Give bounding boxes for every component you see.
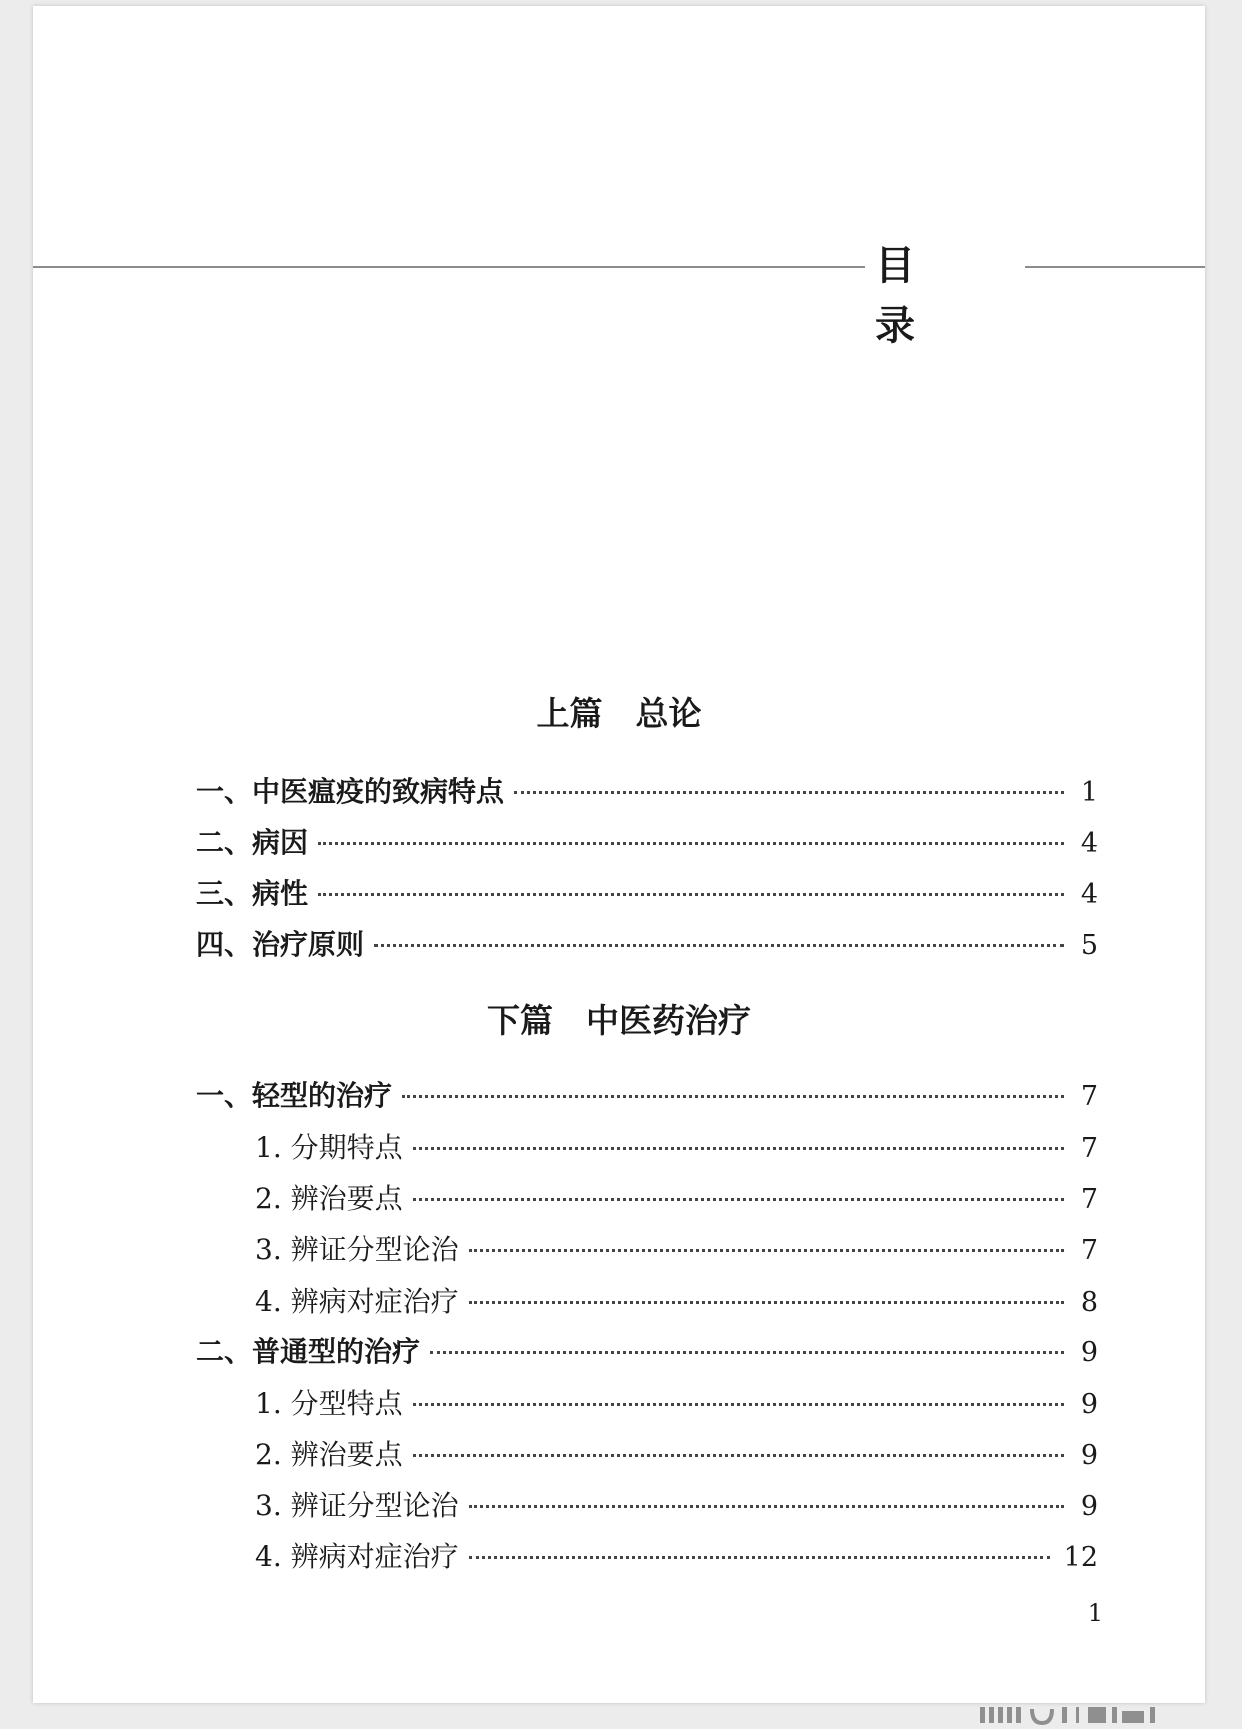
dot-leader <box>318 893 1064 896</box>
toc-subentry-label: 3. 辨证分型论治 <box>255 1489 459 1522</box>
toc-entry-page: 7 <box>1080 1235 1098 1266</box>
dot-leader <box>469 1556 1050 1559</box>
toc-entry[interactable] <box>196 1332 1098 1372</box>
toc-subentry[interactable] <box>255 1282 1098 1322</box>
toc-subentry-label: 1. 分期特点 <box>255 1131 403 1164</box>
dot-leader <box>514 791 1064 794</box>
toc-subentry[interactable] <box>255 1537 1098 1577</box>
header-rule-right <box>1025 266 1205 268</box>
toc-entry-page: 1 <box>1080 777 1098 808</box>
part1-title: 上篇 总论 <box>536 694 702 733</box>
toc-title: 目 录 <box>875 243 945 349</box>
part2-title: 下篇 中医药治疗 <box>487 1001 751 1040</box>
toc-entry-label: 一、轻型的治疗 <box>196 1079 393 1112</box>
dot-leader <box>469 1505 1064 1508</box>
toc-subentry[interactable] <box>255 1179 1098 1219</box>
watermark-logo-icon <box>980 1703 1220 1727</box>
toc-entry[interactable] <box>196 1076 1098 1116</box>
toc-entry-page: 9 <box>1080 1440 1098 1471</box>
document-page <box>33 6 1205 1703</box>
toc-subentry-label: 4. 辨病对症治疗 <box>255 1540 459 1573</box>
dot-leader <box>469 1249 1064 1252</box>
toc-subentry[interactable] <box>255 1486 1098 1526</box>
dot-leader <box>374 944 1064 947</box>
dot-leader <box>469 1301 1064 1304</box>
toc-entry-page: 9 <box>1080 1389 1098 1420</box>
dot-leader <box>413 1198 1064 1201</box>
header-rule-left <box>33 266 865 268</box>
toc-entry-label: 二、病因 <box>196 826 309 859</box>
toc-entry[interactable] <box>196 925 1098 965</box>
dot-leader <box>413 1403 1064 1406</box>
toc-entry-page: 4 <box>1080 828 1098 859</box>
toc-header <box>33 236 1205 349</box>
toc-subentry-label: 2. 辨治要点 <box>255 1438 403 1471</box>
toc-entry-page: 4 <box>1080 879 1098 910</box>
toc-entry-label: 二、普通型的治疗 <box>196 1335 421 1368</box>
toc-entry[interactable] <box>196 772 1098 812</box>
toc-subentry-label: 4. 辨病对症治疗 <box>255 1285 459 1318</box>
toc-entry-label: 三、病性 <box>196 877 309 910</box>
toc-subentry-label: 1. 分型特点 <box>255 1387 403 1420</box>
toc-entry-page: 8 <box>1080 1287 1098 1318</box>
page-number: 1 <box>1087 1599 1103 1627</box>
toc-subentry-label: 2. 辨治要点 <box>255 1182 403 1215</box>
toc-entry-page: 9 <box>1080 1491 1098 1522</box>
toc-subentry[interactable] <box>255 1230 1098 1270</box>
toc-entry-page: 5 <box>1080 930 1098 961</box>
dot-leader <box>413 1147 1064 1150</box>
dot-leader <box>413 1454 1064 1457</box>
toc-entry-page: 7 <box>1080 1081 1098 1112</box>
toc-subentry[interactable] <box>255 1384 1098 1424</box>
toc-entry-page: 12 <box>1063 1542 1098 1573</box>
dot-leader <box>318 842 1064 845</box>
toc-entry-label: 一、中医瘟疫的致病特点 <box>196 775 505 808</box>
toc-entry[interactable] <box>196 874 1098 914</box>
dot-leader <box>402 1095 1064 1098</box>
toc-entry-label: 四、治疗原则 <box>196 928 365 961</box>
toc-entry[interactable] <box>196 823 1098 863</box>
toc-subentry[interactable] <box>255 1435 1098 1475</box>
toc-entry-page: 9 <box>1080 1337 1098 1368</box>
toc-entry-page: 7 <box>1080 1133 1098 1164</box>
toc-entry-page: 7 <box>1080 1184 1098 1215</box>
toc-subentry[interactable] <box>255 1128 1098 1168</box>
toc-subentry-label: 3. 辨证分型论治 <box>255 1233 459 1266</box>
dot-leader <box>430 1351 1064 1354</box>
